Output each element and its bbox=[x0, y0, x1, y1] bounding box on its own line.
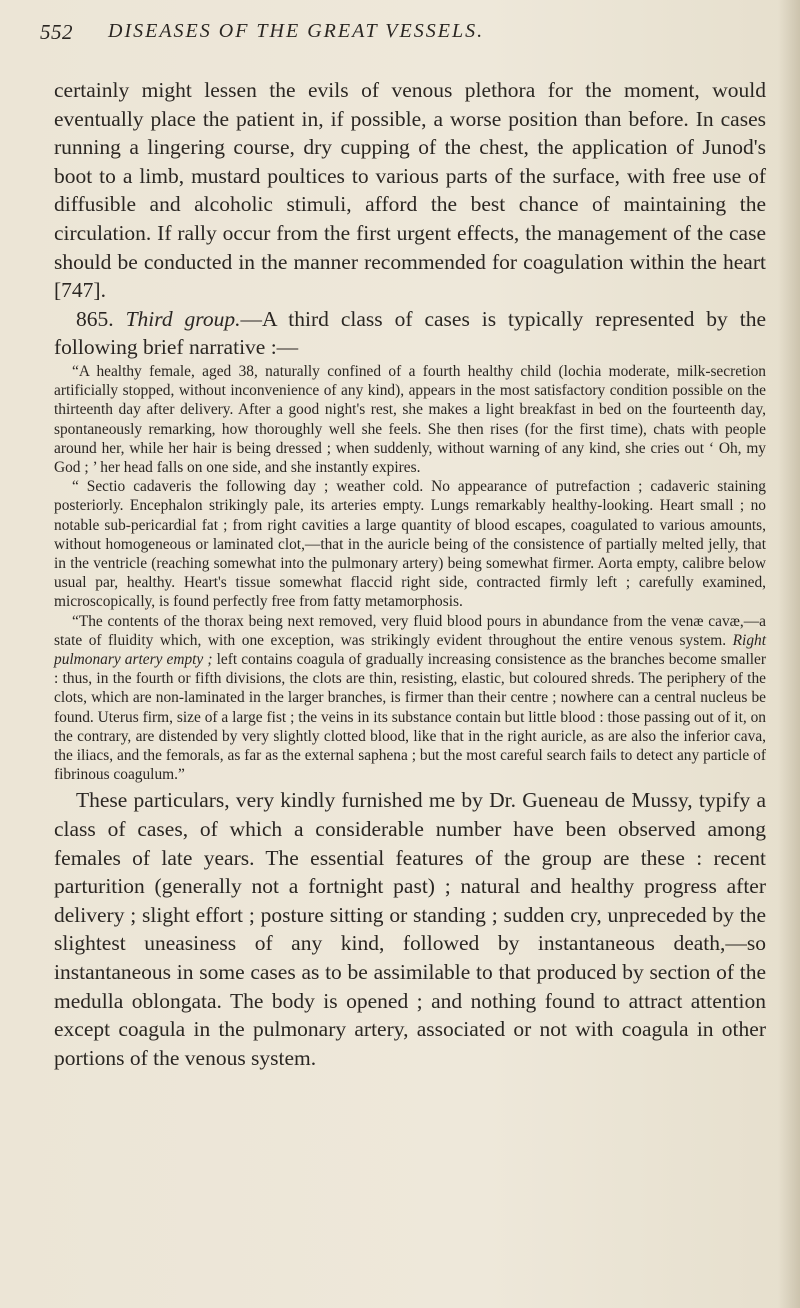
page-number: 552 bbox=[40, 20, 73, 44]
page-edge-shadow bbox=[778, 0, 800, 1308]
running-title: DISEASES OF THE GREAT VESSELS. bbox=[108, 20, 485, 42]
page-body bbox=[54, 76, 766, 1072]
paragraph-continuation: certainly might lessen the evils of venous plethora for the moment, would eventually place the patient in, if possible, a worse position than before. In cases running a lingering course, dry cupping of the chest, the application of Junod's boot to a limb, mustard poultices to various parts of the surface, with free use of diffusible and alcoholic stimuli, afford the best chance of maintaining the circulation. If rally occur from the first urgent effects, the management of the case should be conducted in the manner recommended for coagulation within the heart [747]. bbox=[54, 78, 766, 303]
section-intro: —A third class of cases is typically represented by the following brief narrative :— bbox=[54, 306, 766, 360]
section-number: 865. bbox=[76, 306, 114, 331]
case-narrative: “A healthy female, aged 38, naturally confined of a fourth healthy child (lochia moderate, milk-secretion artificially stopped, without inconvenience of any kind), appears in the most satisfactory condition possible on the thirteenth day after delivery. After a good night's rest, she makes a light breakfast in bed on the fourteenth day, spontaneously remarking, how thoroughly well she feels. She then rises (for the first time), chats with people around her, while her hair is being dressed ; when suddenly, without warning of any kind, she cries out ‘ Oh, my God ; ’ her head falls on one side, and she instantly expires. bbox=[54, 362, 766, 476]
case-thorax bbox=[54, 612, 766, 785]
case-thorax-emphasis: Right pulmonary artery empty ; bbox=[54, 631, 766, 668]
paragraph-summary: These particulars, very kindly furnished me by Dr. Gueneau de Mussy, typify a class of cases, of which a considerable number have been observed among females of late years. The essential features of the group are these : recent parturition (generally not a fortnight past) ; natural and healthy progress after delivery ; slight effort ; posture sitting or standing ; sudden cry, unpreceded by the slightest uneasiness of any kind, followed by instantaneous death,—so instantaneous in some cases as to be assimilable to that produced by section of the medulla oblongata. The body is opened ; and nothing found to attract attention except coagula in the pulmonary artery, associated or not with coagula in other portions of the venous system. bbox=[54, 788, 766, 1070]
case-autopsy: “ Sectio cadaveris the following day ; weather cold. No appearance of putrefaction ; cadaveric staining posteriorly. Encephalon strikingly pale, its arteries empty. Lungs remarkably healthy-looking. Heart small ; no notable sub-pericardial fat ; from right cavities a large quantity of blood escapes, coagulated to various amounts, without homogeneous or laminated clot,—that in the auricle being of the consistence of partially melted jelly, that in the ventricle (reaching somewhat into the pulmonary artery) being somewhat firmer. Aorta empty, calibre below usual par, healthy. Heart's tissue somewhat flaccid right side, contracted firmly left ; carefully examined, microscopically, is found perfectly free from fatty metamorphosis. bbox=[54, 478, 766, 611]
section-865 bbox=[54, 305, 766, 362]
section-heading: Third group. bbox=[125, 306, 241, 331]
case-thorax-text-a: “The contents of the thorax being next removed, very fluid blood pours in abundance from the venæ cavæ,—a state of fluidity which, with one exception, was strikingly evident throughout the entire venous system. bbox=[54, 612, 766, 649]
page-header bbox=[40, 18, 780, 48]
case-thorax-text-b: left contains coagula of gradually increasing consistence as the branches become smaller : thus, in the fourth or fifth divisions, the clots are thin, resisting, elastic, but coloured shreds. The periphery of the clots, which are non-laminated in the larger branches, is firmer than their centre ; nowhere can a central nucleus be found. Uterus firm, size of a large fist ; the veins in its substance contain but little blood : those passing out of it, on the contrary, are distended by very slightly clotted blood, like that in the right auricle, as are also the inferior cava, the iliacs, and the femorals, as far as the external saphena ; but the most careful search fails to detect any particle of fibrinous coagulum.” bbox=[54, 650, 767, 784]
